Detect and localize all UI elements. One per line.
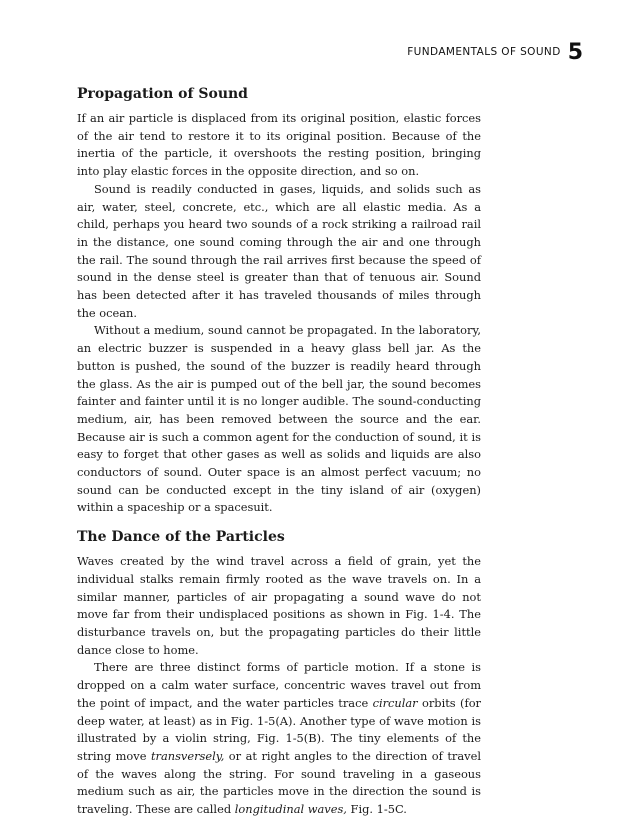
paragraph: Sound is readily conducted in gases, liquids, and solids such as air, water, steel, concrete, etc., which are all elastic media. As a child, perhaps you heard two sounds of a rock striking a railroad rail in the distance, one sound coming through the air and one through the rail. The sound through the rail arrives first because the speed of sound in the dense steel is greater than that of tenuous air. Sound has been detected after it has traveled thousands of miles through the ocean.: [77, 181, 481, 320]
emphasis-circular: circular: [372, 695, 418, 710]
paragraph: Waves created by the wind travel across a field of grain, yet the individual stalks remain firmly rooted as the wave travels on. In a similar manner, particles of air propagating a sound wave do not move far from their undisplaced positions as shown in Fig. 1-4. The disturbance travels on, but the propagating particles do their little dance close to home.: [77, 554, 481, 657]
chapter-title: FUNDAMENTALS OF SOUND: [407, 46, 561, 58]
main-text: [77, 84, 481, 819]
paragraph: [77, 659, 481, 818]
emphasis-longitudinal: longitudinal waves,: [234, 802, 347, 817]
page-number: 5: [567, 40, 583, 65]
paragraph: Without a medium, sound cannot be propagated. In the laboratory, an electric buzzer is suspended in a heavy glass bell jar. As the button is pushed, the sound of the buzzer is readily heard through the glass. As the air is pumped out of the bell jar, the sound becomes fainter and fainter until it is no longer audible. The sound-conducting medium, air, has been removed between the source and the ear. Because air is such a common agent for the conduction of sound, it is easy to forget that other gases as well as solids and liquids are also conductors of sound. Outer space is an almost perfect vacuum; no sound can be conducted except in the tiny island of air (oxygen) within a spaceship or a spacesuit.: [77, 323, 481, 515]
text-run: orbits (for deep water, at least) as in Fig. 1-5(A). Another type of wave motion is illustrated by a violin string, Fig. 1-5(B). The tiny elements of the string move: [77, 695, 481, 763]
text-run: There are three distinct forms of particle motion. If a stone is dropped on a calm water surface, concentric waves travel out from the point of impact, and the water particles trace: [77, 660, 481, 710]
text-run: or at right angles to the direction of travel of the waves along the string. For sound traveling in a gaseous medium such as air, the particles move in the direction the sound is traveling. These are called: [77, 748, 481, 817]
section-heading-dance: The Dance of the Particles: [77, 529, 285, 546]
running-head: [407, 41, 583, 63]
emphasis-transversely: transversely,: [150, 748, 225, 763]
paragraph: If an air particle is displaced from its original position, elastic forces of the air tend to restore it to its original position. Because of the inertia of the particle, it overshoots the resting position, bringing into play elastic forces in the opposite direction, and so on.: [77, 111, 481, 179]
text-run: Fig. 1-5C.: [346, 802, 407, 817]
section-heading-propagation: Propagation of Sound: [77, 86, 248, 102]
